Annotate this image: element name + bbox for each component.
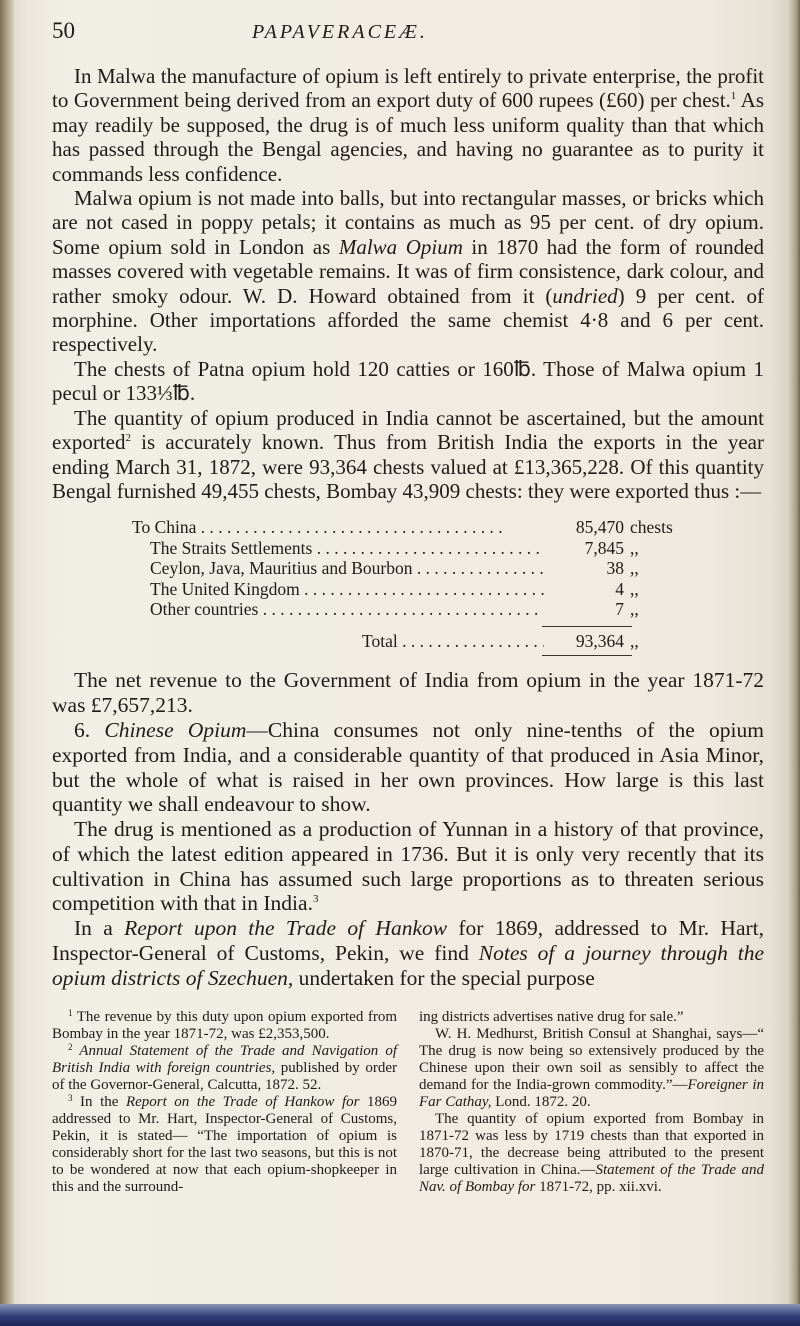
footnote-medhurst: W. H. Medhurst, British Consul at Shanghai, says—“ The drug is now being so extensively produced by the Chinese upon their own soil as sensibly to affect the demand for the India-grown commodity.”—Foreigner in Far Cathay, Lond. 1872. 20.: [419, 1025, 765, 1110]
table-total-row: Total . . . 93,364 ,,: [132, 631, 692, 652]
footnotes: [52, 1009, 764, 1196]
paragraph-chests: The chests of Patna opium hold 120 catties or 160℔. Those of Malwa opium 1 pecul or 133⅓℔.: [52, 356, 764, 406]
paragraph-malwa-form: Malwa opium is not made into balls, but into rectangular masses, or bricks which are not cased in poppy petals; it contains as much as 95 per cent. of dry opium. Some opium sold in London as Malwa Opium in 1870 had the form of rounded masses covered with vegetable remains. It was of firm consistence, dark colour, and rather smoky odour. W. D. Howard obtained from it (undried) 9 per cent. of morphine. Other importations afforded the same chemist 4·8 and 6 per cent. respectively.: [52, 186, 764, 357]
total-rule: [542, 626, 632, 627]
page-header: [52, 18, 764, 54]
footnote-2: $^2$ Annual Statement of the Trade and Navigation of British India with foreign countries, published by order of the Governor-General, Calcutta, 1872. 52.: [52, 1041, 397, 1093]
table-row: To China . . . 85,470 chests: [132, 517, 692, 538]
table-row: The Straits Settlements . . . 7,845 ,,: [132, 538, 692, 559]
exports-table: [132, 517, 692, 656]
book-spine: [0, 0, 14, 1326]
paragraph-net-revenue: The net revenue to the Government of India from opium in the year 1871-72 was £7,657,213.: [52, 668, 764, 718]
footnote-1: $^1$ The revenue by this duty upon opium exported from Bombay in the year 1871-72, was £2,353,500.: [52, 1007, 397, 1042]
page-content: [52, 18, 764, 1196]
paragraph-yunnan: The drug is mentioned as a production of Yunnan in a history of that province, of which the latest edition appeared in 1736. But it is only very recently that its cultivation in China has assumed such large proportions as to threaten serious competition with that in India.$^3$: [52, 817, 764, 916]
table-row: The United Kingdom . . . 4 ,,: [132, 579, 692, 600]
page-edge: [788, 0, 800, 1326]
total-rule: [542, 655, 632, 656]
paragraph-chinese-opium: 6. Chinese Opium—China consumes not only nine-tenths of the opium exported from India, and a considerable quantity of that produced in Asia Minor, but the whole of what is raised in her own provinces. How large is this last quantity we shall endeavour to show.: [52, 717, 764, 817]
paragraph-hankow-report: In a Report upon the Trade of Hankow for 1869, addressed to Mr. Hart, Inspector-General of Customs, Pekin, we find Notes of a journey through the opium districts of Szechuen, undertaken for the special purpose: [52, 916, 765, 990]
page-bottom-band: [0, 1304, 800, 1326]
table-row: Ceylon, Java, Mauritius and Bourbon . . . 38 ,,: [132, 558, 692, 579]
running-title: PAPAVERACEÆ.: [252, 21, 428, 43]
paragraph-exports: The quantity of opium produced in India cannot be ascertained, but the amount exported$^2$ is accurately known. Thus from British India the exports in the year ending March 31, 1872, were 93,364 chests valued at £13,365,228. Of this quantity Bengal furnished 49,455 chests, Bombay 43,909 chests: they were exported thus :—: [52, 405, 764, 503]
paragraph-malwa-manufacture: In Malwa the manufacture of opium is left entirely to private enterprise, the profit to Government being derived from an export duty of 600 rupees (£60) per chest.$^1$ As may readily be supposed, the drug is of much less uniform quality than that which has passed through the Bengal agencies, and having no guarantee as to purity it commands less confidence.: [52, 64, 764, 186]
footnote-column-left: [52, 1009, 397, 1196]
table-row: Other countries . . . 7 ,,: [132, 599, 692, 620]
footnote-bombay-quantity: The quantity of opium exported from Bombay in 1871-72 was less by 1719 chests than that exported in 1870-71, the decrease being attributed to the present large cultivation in China.—Statement of the Trade and Nav. of Bombay for 1871-72, pp. xii.xvi.: [419, 1110, 765, 1195]
footnote-3: $^3$ In the Report on the Trade of Hankow for 1869 addressed to Mr. Hart, Inspector-General of Customs, Pekin, it is stated— “The importation of opium is considerably short for the last two seasons, but this is not to be wondered at now that each opium-shopkeeper in this and the surround-: [52, 1092, 398, 1195]
footnote-column-right: [419, 1009, 764, 1196]
footnote-3-continued: ing districts advertises native drug for sale.”: [419, 1008, 684, 1025]
page-number: 50: [52, 18, 75, 43]
